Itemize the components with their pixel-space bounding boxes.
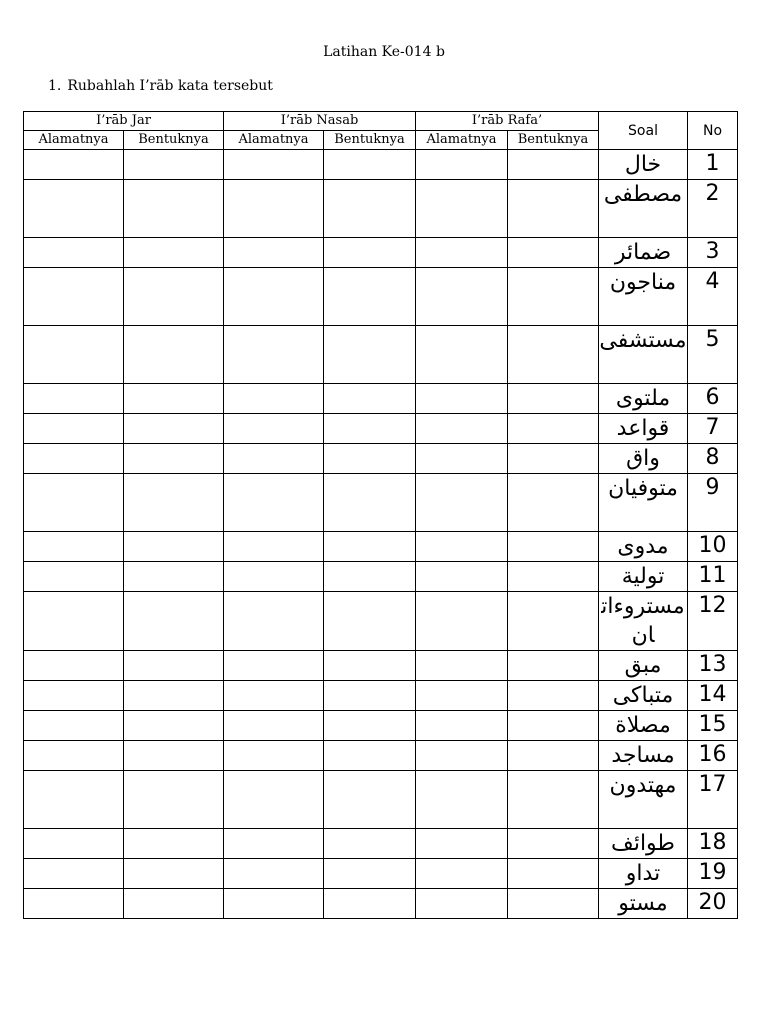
answer-cell-jar-alamat[interactable] [24,562,124,592]
answer-cell-jar-bentuk[interactable] [124,889,224,919]
answer-cell-rafa-alamat[interactable] [416,532,508,562]
answer-cell-jar-alamat[interactable] [24,889,124,919]
answer-cell-jar-alamat[interactable] [24,268,124,326]
table-row [24,238,738,268]
answer-cell-rafa-alamat[interactable] [416,268,508,326]
subheader-nasab-bentuk: Bentuknya [324,131,416,150]
answer-cell-rafa-bentuk[interactable] [508,771,599,829]
soal-cell: مصطفى [599,180,688,238]
answer-cell-jar-bentuk[interactable] [124,384,224,414]
answer-cell-rafa-bentuk[interactable] [508,562,599,592]
table-row [24,592,738,651]
answer-cell-nasab-alamat[interactable] [224,268,324,326]
answer-cell-jar-alamat[interactable] [24,829,124,859]
soal-cell: مساجد [599,741,688,771]
no-cell: 11 [688,562,738,592]
answer-cell-nasab-bentuk[interactable] [324,562,416,592]
answer-cell-jar-bentuk[interactable] [124,829,224,859]
answer-cell-rafa-bentuk[interactable] [508,444,599,474]
answer-cell-rafa-alamat[interactable] [416,592,508,651]
table-row [24,532,738,562]
answer-cell-rafa-alamat[interactable] [416,180,508,238]
answer-cell-rafa-bentuk[interactable] [508,651,599,681]
answer-cell-jar-bentuk[interactable] [124,859,224,889]
answer-cell-jar-alamat[interactable] [24,681,124,711]
soal-cell: تداو [599,859,688,889]
table-row [24,829,738,859]
group-header-nasab: I’rāb Nasab [224,112,416,131]
soal-cell: مستروءاتان [599,592,688,651]
answer-cell-jar-alamat[interactable] [24,384,124,414]
table-row [24,562,738,592]
answer-cell-jar-alamat[interactable] [24,474,124,532]
answer-cell-rafa-bentuk[interactable] [508,268,599,326]
answer-cell-nasab-bentuk[interactable] [324,711,416,741]
instruction [48,78,273,94]
answer-cell-nasab-bentuk[interactable] [324,532,416,562]
answer-cell-nasab-alamat[interactable] [224,771,324,829]
table-row [24,384,738,414]
answer-cell-rafa-alamat[interactable] [416,444,508,474]
answer-cell-nasab-alamat[interactable] [224,180,324,238]
answer-cell-jar-bentuk[interactable] [124,562,224,592]
answer-cell-rafa-alamat[interactable] [416,326,508,384]
answer-cell-nasab-bentuk[interactable] [324,681,416,711]
answer-cell-nasab-bentuk[interactable] [324,474,416,532]
answer-cell-rafa-bentuk[interactable] [508,711,599,741]
table-row [24,474,738,532]
table-row [24,150,738,180]
answer-cell-nasab-bentuk[interactable] [324,829,416,859]
answer-cell-jar-alamat[interactable] [24,326,124,384]
answer-cell-rafa-alamat[interactable] [416,238,508,268]
answer-cell-nasab-bentuk[interactable] [324,238,416,268]
answer-cell-jar-bentuk[interactable] [124,268,224,326]
soal-cell: مناجون [599,268,688,326]
subheader-jar-bentuk: Bentuknya [124,131,224,150]
no-cell: 6 [688,384,738,414]
answer-cell-jar-alamat[interactable] [24,238,124,268]
answer-cell-rafa-alamat[interactable] [416,651,508,681]
answer-cell-jar-bentuk[interactable] [124,150,224,180]
answer-cell-jar-alamat[interactable] [24,414,124,444]
subheader-rafa-alamat: Alamatnya [416,131,508,150]
no-cell: 15 [688,711,738,741]
no-cell: 12 [688,592,738,651]
answer-cell-nasab-alamat[interactable] [224,711,324,741]
answer-cell-rafa-alamat[interactable] [416,150,508,180]
answer-cell-rafa-bentuk[interactable] [508,414,599,444]
table-row [24,326,738,384]
table-row [24,414,738,444]
answer-cell-rafa-bentuk[interactable] [508,889,599,919]
soal-cell: مهتدون [599,771,688,829]
answer-cell-rafa-alamat[interactable] [416,474,508,532]
answer-cell-nasab-bentuk[interactable] [324,326,416,384]
subheader-rafa-bentuk: Bentuknya [508,131,599,150]
no-cell: 14 [688,681,738,711]
no-cell: 17 [688,771,738,829]
answer-cell-rafa-bentuk[interactable] [508,681,599,711]
answer-cell-jar-bentuk[interactable] [124,414,224,444]
no-cell: 18 [688,829,738,859]
answer-cell-rafa-alamat[interactable] [416,384,508,414]
soal-cell: ملتوى [599,384,688,414]
page-title: Latihan Ke-014 b [323,44,445,60]
answer-cell-nasab-bentuk[interactable] [324,268,416,326]
soal-cell: طوائف [599,829,688,859]
soal-cell: مبق [599,651,688,681]
soal-cell: مستو [599,889,688,919]
answer-cell-rafa-alamat[interactable] [416,562,508,592]
table-row [24,889,738,919]
subheader-nasab-alamat: Alamatnya [224,131,324,150]
answer-cell-nasab-bentuk[interactable] [324,384,416,414]
answer-cell-rafa-bentuk[interactable] [508,741,599,771]
answer-cell-rafa-bentuk[interactable] [508,532,599,562]
soal-cell: واق [599,444,688,474]
group-header-jar: I’rāb Jar [24,112,224,131]
no-cell: 19 [688,859,738,889]
answer-cell-jar-bentuk[interactable] [124,771,224,829]
answer-cell-jar-alamat[interactable] [24,150,124,180]
no-cell: 10 [688,532,738,562]
answer-cell-jar-bentuk[interactable] [124,180,224,238]
table-row [24,859,738,889]
table-row [24,741,738,771]
answer-cell-rafa-alamat[interactable] [416,741,508,771]
answer-cell-nasab-alamat[interactable] [224,592,324,651]
answer-cell-nasab-alamat[interactable] [224,384,324,414]
answer-cell-nasab-bentuk[interactable] [324,771,416,829]
answer-cell-nasab-alamat[interactable] [224,474,324,532]
answer-cell-rafa-alamat[interactable] [416,414,508,444]
table-row [24,268,738,326]
answer-cell-nasab-alamat[interactable] [224,741,324,771]
answer-cell-nasab-bentuk[interactable] [324,444,416,474]
no-cell: 1 [688,150,738,180]
answer-cell-jar-alamat[interactable] [24,592,124,651]
answer-cell-rafa-alamat[interactable] [416,711,508,741]
answer-cell-nasab-alamat[interactable] [224,829,324,859]
answer-cell-nasab-bentuk[interactable] [324,859,416,889]
table-body [24,150,738,919]
soal-cell: مستشفى [599,326,688,384]
answer-cell-nasab-bentuk[interactable] [324,741,416,771]
no-cell: 3 [688,238,738,268]
answer-cell-jar-alamat[interactable] [24,771,124,829]
no-header: No [688,112,738,150]
answer-cell-nasab-alamat[interactable] [224,326,324,384]
soal-cell: متباكى [599,681,688,711]
soal-cell: تولية [599,562,688,592]
no-cell: 8 [688,444,738,474]
answer-cell-rafa-alamat[interactable] [416,771,508,829]
answer-cell-nasab-bentuk[interactable] [324,414,416,444]
answer-cell-jar-bentuk[interactable] [124,326,224,384]
table-row [24,681,738,711]
table-row [24,771,738,829]
answer-cell-nasab-bentuk[interactable] [324,180,416,238]
soal-cell: قواعد [599,414,688,444]
answer-cell-nasab-alamat[interactable] [224,681,324,711]
answer-cell-jar-alamat[interactable] [24,444,124,474]
irab-table [23,111,738,919]
soal-cell: مصلاة [599,711,688,741]
answer-cell-nasab-alamat[interactable] [224,651,324,681]
no-cell: 5 [688,326,738,384]
answer-cell-rafa-bentuk[interactable] [508,150,599,180]
no-cell: 16 [688,741,738,771]
no-cell: 4 [688,268,738,326]
answer-cell-jar-bentuk[interactable] [124,238,224,268]
answer-cell-jar-alamat[interactable] [24,711,124,741]
answer-cell-jar-alamat[interactable] [24,651,124,681]
answer-cell-rafa-bentuk[interactable] [508,180,599,238]
answer-cell-jar-bentuk[interactable] [124,592,224,651]
soal-cell: ضمائر [599,238,688,268]
answer-cell-nasab-alamat[interactable] [224,444,324,474]
answer-cell-nasab-alamat[interactable] [224,859,324,889]
subheader-jar-alamat: Alamatnya [24,131,124,150]
no-cell: 13 [688,651,738,681]
answer-cell-nasab-alamat[interactable] [224,414,324,444]
table-row [24,180,738,238]
answer-cell-rafa-alamat[interactable] [416,889,508,919]
answer-cell-jar-bentuk[interactable] [124,741,224,771]
answer-cell-nasab-alamat[interactable] [224,889,324,919]
instruction-text: Rubahlah I’rāb kata tersebut [67,78,273,94]
answer-cell-jar-bentuk[interactable] [124,681,224,711]
table-row [24,651,738,681]
no-cell: 20 [688,889,738,919]
answer-cell-nasab-alamat[interactable] [224,150,324,180]
answer-cell-nasab-bentuk[interactable] [324,592,416,651]
answer-cell-jar-alamat[interactable] [24,741,124,771]
soal-cell: مدوى [599,532,688,562]
answer-cell-rafa-bentuk[interactable] [508,384,599,414]
no-cell: 7 [688,414,738,444]
answer-cell-nasab-alamat[interactable] [224,562,324,592]
answer-cell-rafa-bentuk[interactable] [508,829,599,859]
answer-cell-rafa-bentuk[interactable] [508,474,599,532]
instruction-number: 1. [48,78,62,94]
no-cell: 2 [688,180,738,238]
table-row [24,711,738,741]
answer-cell-rafa-alamat[interactable] [416,681,508,711]
answer-cell-rafa-alamat[interactable] [416,829,508,859]
no-cell: 9 [688,474,738,532]
answer-cell-rafa-bentuk[interactable] [508,592,599,651]
answer-cell-nasab-alamat[interactable] [224,238,324,268]
answer-cell-jar-bentuk[interactable] [124,532,224,562]
soal-header: Soal [599,112,688,150]
answer-cell-nasab-bentuk[interactable] [324,150,416,180]
answer-cell-rafa-bentuk[interactable] [508,238,599,268]
answer-cell-rafa-alamat[interactable] [416,859,508,889]
answer-cell-jar-bentuk[interactable] [124,711,224,741]
answer-cell-nasab-bentuk[interactable] [324,651,416,681]
soal-cell: متوفيان [599,474,688,532]
answer-cell-jar-bentuk[interactable] [124,651,224,681]
table-row [24,444,738,474]
answer-cell-rafa-bentuk[interactable] [508,859,599,889]
answer-cell-nasab-alamat[interactable] [224,532,324,562]
answer-cell-nasab-bentuk[interactable] [324,889,416,919]
answer-cell-jar-alamat[interactable] [24,859,124,889]
answer-cell-jar-bentuk[interactable] [124,474,224,532]
answer-cell-jar-bentuk[interactable] [124,444,224,474]
group-header-rafa: I’rāb Rafa’ [416,112,599,131]
answer-cell-jar-alamat[interactable] [24,532,124,562]
soal-cell: خال [599,150,688,180]
answer-cell-rafa-bentuk[interactable] [508,326,599,384]
answer-cell-jar-alamat[interactable] [24,180,124,238]
